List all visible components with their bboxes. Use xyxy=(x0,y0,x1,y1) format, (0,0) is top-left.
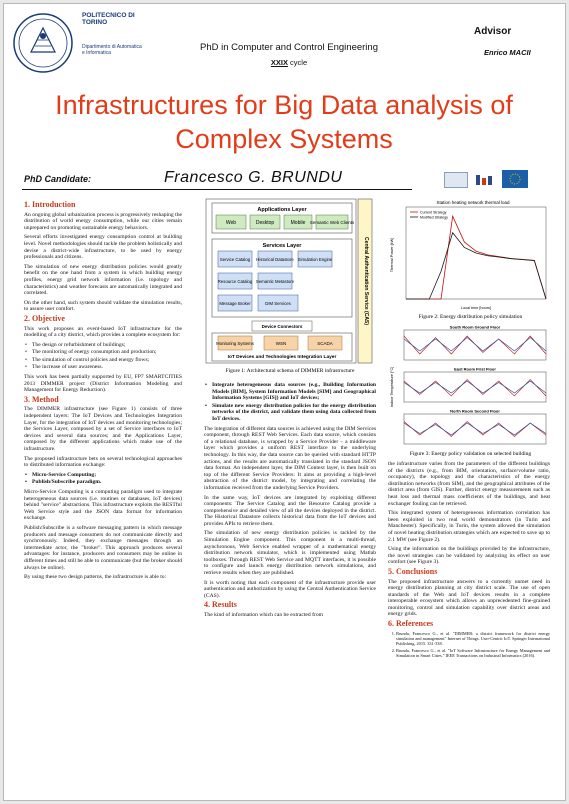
app-label: Desktop xyxy=(255,220,275,226)
partner-logo-image xyxy=(444,172,468,188)
conclusions-heading: 5. Conclusions xyxy=(388,566,438,576)
app-label: Mobile xyxy=(290,220,306,226)
poster-title: Infrastructures for Big Data analysis of Complex Systems xyxy=(55,90,513,154)
results-paragraph: The kind of information which can be extracted from xyxy=(204,612,323,618)
method-paragraph: Publish/Subscribe is a software messaging pattern in which message producers and message consumers do not communicate directly and synchronously. Indeed, they exchange messages through an intermediate actor, the "broker". This approach produces several advantages: for instance, producers and consumers may be online in different times and still be able to communicate (but the broker should always be online). xyxy=(24,524,182,571)
advisor-name: Enrico MACII xyxy=(484,48,531,57)
service-label: Resource Catalog xyxy=(217,279,253,284)
apps-row xyxy=(216,215,355,229)
intro-paragraph: The simulation of new energy distribution policies would greatly benefit on the one hand from a system in which building energy profiles, energy grid network information (i.e. topology and characteristics) and weather forecasts are automatically integrated and correlated. xyxy=(24,263,182,297)
figure1-caption: Figure 1: Architectural schema of DIMMER infrastructure xyxy=(225,368,355,374)
device-label: Monitoring Systems xyxy=(216,341,254,346)
university-name: POLITECNICO DI TORINO xyxy=(82,12,135,26)
list-item: • Integrate heterogeneous data sources (e.g., Building Information Models [BIM], System Information Models [SIM] and Geographical Information Systems [GIS]) and IoT devices; xyxy=(204,382,376,402)
dimmer-logo xyxy=(474,172,496,188)
results-heading: 4. Results xyxy=(204,600,237,610)
method-paragraph: The simulation of new energy distribution policies is tackled by the Simulation Engine component. This component is a multi-thread, asynchronous, Web Service enabled wrapper of a mathematical energy distribution network simulator, which is implemented using Matlab toolboxes. Through REST Web Service and MQTT interfaces, it is possible to configure and launch energy distribution network simulations, and retrieve results when they are published. xyxy=(204,530,376,577)
method-paragraph: The DIMMER infrastructure (see Figure 1) consists of three independent layers: The IoT Devices and Technologies Integration Layer, for the integration of IoT devices and monitoring technologies; the Services Layer, composed by a set of Service interfaces to IoT devices and several data sources; and the Applications Layer, composed by the different applications which make use of the infrastructure. xyxy=(24,406,182,452)
cycle-number: XXIX xyxy=(270,58,288,67)
reference-item: 2. Brundu, Francesco G., et al. "IoT Software Infrastructure for Energy Management and Simulation in Smart Cities." IEEE Transactions on Industrial Informatics (2016). xyxy=(396,648,550,658)
references-list xyxy=(388,631,550,658)
results-paragraph: This integrated system of heterogeneous information correlation has been exploited in two real world demonstrators (in Turin and Manchester). Specifically, in Turin, the system allowed the simulation of novel heating distribution strategies which are expected to save up to 2.1 MW (see Figure 2). xyxy=(388,510,550,543)
reference-item: 1. Brundu, Francesco G., et al. "DIMMER: a district framework for district energy simulation and management" Internet of Things. User-Centric IoT. Springer International Publishing, 2015. 331-338. xyxy=(396,631,550,646)
intro-paragraph: Several efforts investigated energy consumption control at building level. Novel methodologies should tackle the problem holistically and devise a district-wide infrastructure, to be used by energy professionals and citizens. xyxy=(24,234,182,261)
chart-marks xyxy=(404,325,546,445)
phd-cycle xyxy=(154,58,424,67)
references-heading: 6. References xyxy=(388,619,434,629)
legend-entry: Modified Strategy xyxy=(420,215,448,220)
services-layer-label: Services Layer xyxy=(262,243,302,249)
architecture-diagram xyxy=(204,197,376,367)
legend-entry: Current Strategy xyxy=(420,210,447,215)
panel-title: South Room Ground Floor xyxy=(449,324,501,330)
chart-title: Station heating network thermal load xyxy=(436,200,510,205)
conclusions-paragraph: The proposed infrastructure answers to a currently unmet need in energy distribution planning at city district scale. The use of open standards of the Web and IoT devices results in a complete interoperable ecosystem which allows an unprecedented fine-grained monitoring, control and simulation capability over district areas and energy grids. xyxy=(388,578,550,618)
list-item: • The monitoring of energy consumption and production; xyxy=(24,349,182,356)
column-left xyxy=(24,200,182,584)
app-label: Semantic Web Clients xyxy=(309,220,355,225)
service-label: Message Broker xyxy=(219,301,251,306)
list-item: • The increase of user awareness. xyxy=(24,364,182,371)
devices-row xyxy=(216,336,342,350)
polito-seal-logo xyxy=(12,12,74,74)
method-paragraph: By using these two design patterns, the infrastructure is able to: xyxy=(24,574,167,581)
results-paragraph: Using the information on the buildings provided by the infrastructure, the novel strategies can be validated by analyzing its effect on user comfort (see Figure 3). xyxy=(388,546,550,566)
method-paragraph: In the same way, IoT devices are integrated by exploiting different components: The Service Catalog and the Resource Catalog provide a comprehensive and detailed view of all the devices deployed in the district. The Historical Datastore collects historical data from the IoT devices and provides APIs to retrieve them. xyxy=(204,494,376,527)
objective-paragraph: This work proposes an event-based IoT infrastructure for the modelling of a city district, which provides a complete ecosystem for: xyxy=(24,325,182,339)
cas-label: Central Authentication Service (CAS) xyxy=(363,237,369,325)
method-paragraph: The integration of different data sources is achieved using the DIM Services component, through REST Web Services. Each data source, which consists of a relational database, is wrapped by a Service Provider – a middleware layer which provides a uniform REST interface to the underlying technology. In this way, the data source can be queried with standard HTTP actions, and the results are automatically translated in the standard JSON data format. An independent layer, the DIM Context layer, is then built on top of the different Service Providers: It aims at providing a high-level abstraction of the district model, by integrating and correlating the information received from the underlying Service Providers. xyxy=(204,425,376,491)
eu-flag-logo xyxy=(502,170,528,190)
method-paragraph: Micro-Service Computing is a computing paradigm used to integrate heterogeneous data sources (i.e. routines or databases, IoT devices) behind "service" abstractions. This infrastructure exploits the RESTful Web Service style and the JSON data format for information exchange. xyxy=(24,488,182,522)
objective-list xyxy=(24,342,182,371)
list-item: • Simulate new energy distribution policies for the energy distribution networks of the district, and validate them using data collected from IoT devices. xyxy=(204,403,376,423)
introduction-heading: 1. Introduction xyxy=(24,200,76,209)
objective-heading: 2. Objective xyxy=(24,313,65,323)
service-label: DIM Services xyxy=(265,301,291,306)
chart-xlabel: Local time [hours] xyxy=(461,306,491,310)
funding-paragraph: This work has been partially supported by EU, FP7 SMARTCITIES 2013 DIMMER project (District Information Modeling and Management for Energy Reduction). xyxy=(24,374,182,394)
column-right xyxy=(388,461,550,658)
title-divider xyxy=(22,189,412,190)
chart-ylabel: Thermal Power [kW] xyxy=(390,237,394,273)
panel-frame xyxy=(404,330,546,360)
service-label: Service Catalog xyxy=(219,257,251,262)
panel-frame xyxy=(404,414,546,444)
capabilities-list xyxy=(204,382,376,423)
device-label: WSN xyxy=(275,341,287,346)
list-item: • The design or refurbishment of buildings; xyxy=(24,342,182,349)
list-item: • Publish/Subscribe paradigm. xyxy=(24,479,182,486)
figure3-caption: Figure 3: Energy policy validation on selected building xyxy=(409,451,532,457)
device-label: SCADA xyxy=(317,341,333,346)
poster-header xyxy=(4,4,566,82)
candidate-label: PhD Candidate: xyxy=(24,174,92,184)
intro-paragraph: An ongoing global urbanization process is progressively reshaping the distribution of world energy consumption, while our cities remain unprepared on promoting sustainable energy behaviors. xyxy=(24,211,182,231)
applications-layer-label: Applications Layer xyxy=(257,207,307,213)
panel-title: North Room Second Floor xyxy=(450,408,500,414)
service-label: Historical Datastore xyxy=(256,257,294,262)
list-item: • Micro-Service Computing; xyxy=(24,472,182,479)
thermal-load-chart xyxy=(388,197,553,312)
poster xyxy=(3,3,566,801)
cycle-suffix: cycle xyxy=(287,58,308,67)
method-paragraph: It is worth noting that each component of the infrastructure provide user authentication and authorization by using the Central Authentication Service (CAS). xyxy=(204,579,376,599)
indoor-temperature-charts xyxy=(388,322,553,452)
phd-program: PhD in Computer and Control Engineering xyxy=(200,42,378,53)
method-list xyxy=(24,472,182,486)
results-paragraph: the infrastructure varies from the parameters of the different buildings of the districts (e.g., from BIM, orientation, surface/volume ratio, occupancy), the topology and the characteristics of the energy distribution networks (from SIM), and the geographical attributes of the district area (from GIS). Further, district energy measurements such as heat loss and thermal mass coefficients of the buildings, and heat exchanger fouling can be retrieved. xyxy=(388,461,550,507)
iot-layer-label: IoT Devices and Technologies Integration Layer xyxy=(227,355,337,360)
chart-ylabel: Indoor Temperature [°C] xyxy=(390,366,394,408)
method-heading: 3. Method xyxy=(24,394,59,404)
service-label: Simulation Engine xyxy=(297,257,333,262)
figure2-caption: Figure 2: Energy distribution policy simulation xyxy=(418,314,523,320)
intro-paragraph: On the other hand, such system should validate the simulation results, to assure user comfort. xyxy=(24,299,182,313)
panel-title: East Room First Floor xyxy=(454,366,496,372)
department-name: Dipartimento di Automatica e Informatica xyxy=(82,44,142,56)
device-connectors-label: Device Connectors xyxy=(261,324,303,329)
service-label: Semantic Metastore xyxy=(255,279,295,284)
advisor-label: Advisor xyxy=(474,26,512,37)
list-item: • The simulation of control policies and energy flows; xyxy=(24,357,182,364)
candidate-name: Francesco G. BRUNDU xyxy=(164,169,343,186)
app-label: Web xyxy=(225,220,237,226)
method-paragraph: The proposed infrastructure bets on several technological approaches to distributed information exchange: xyxy=(24,455,182,469)
column-middle xyxy=(204,382,376,622)
